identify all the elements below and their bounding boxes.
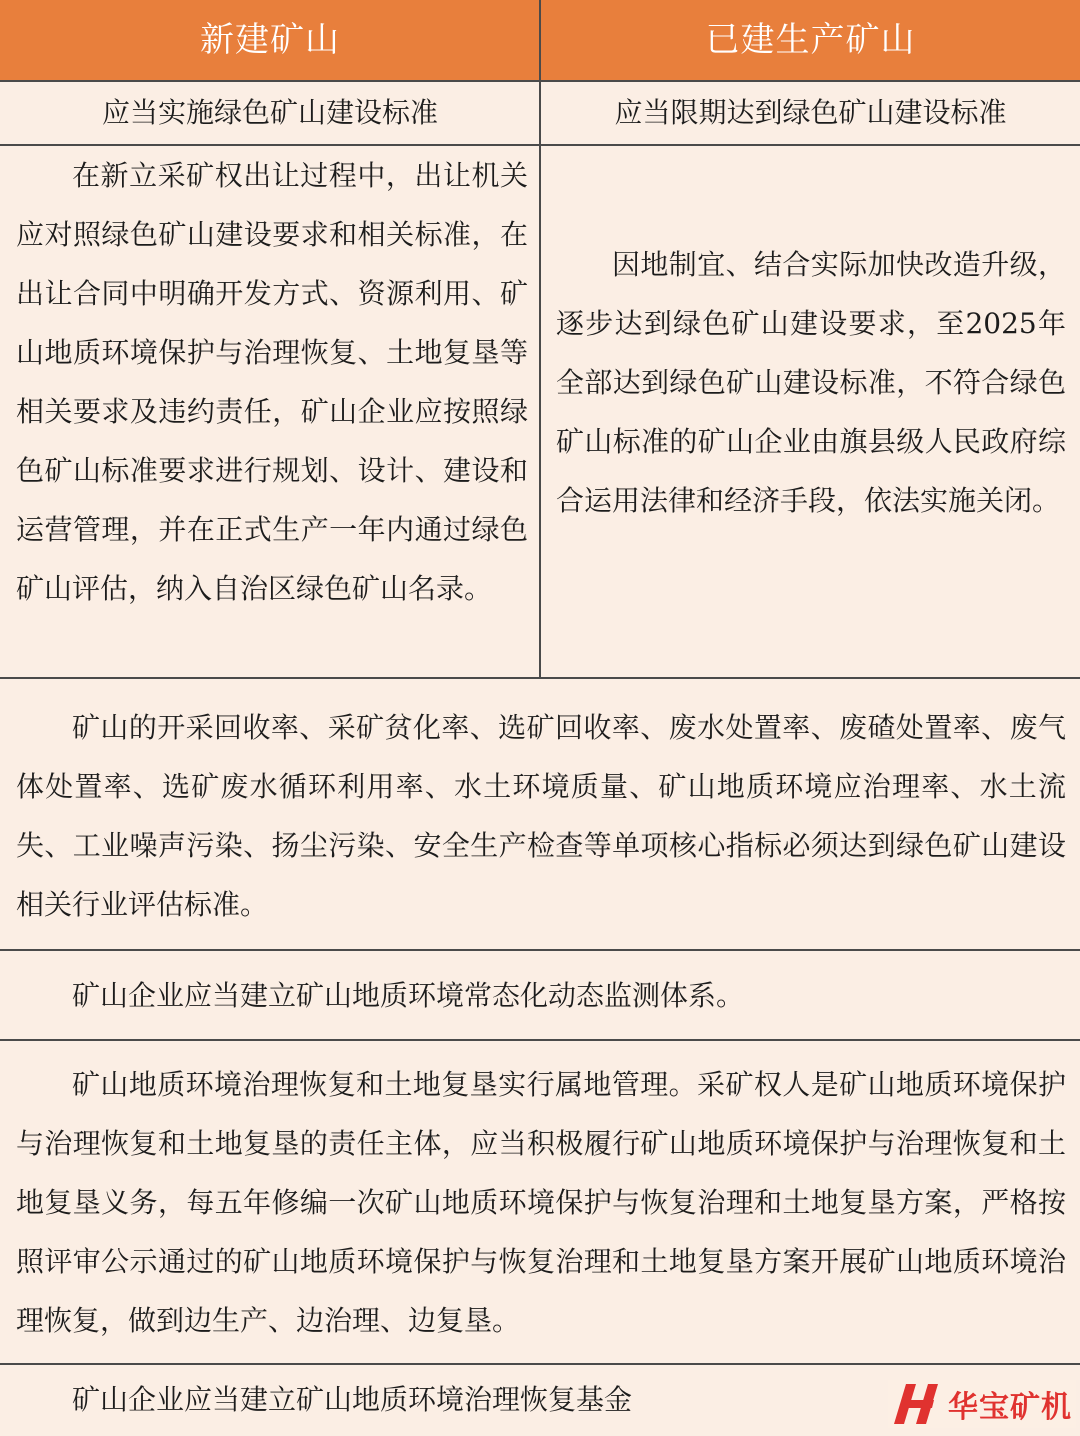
row-restoration-management: 矿山地质环境治理恢复和土地复垦实行属地管理。采矿权人是矿山地质环境保护与治理恢复和土地复垦的责任主体，应当积极履行矿山地质环境保护与治理恢复和土地复垦义务，每五年修编一次矿山地质环境保护与恢复治理和土地复垦方案，严格按照评审公示通过的矿山地质环境保护与恢复治理和土地复垦方案开展矿山地质环境治理恢复，做到边生产、边治理、边复垦。	[16, 1068, 1066, 1337]
row-core-indicators: 矿山的开采回收率、采矿贫化率、选矿回收率、废水处置率、废碴处置率、废气体处置率、选矿废水循环利用率、水土环境质量、矿山地质环境应治理率、水土流失、工业噪声污染、扬尘污染、安全生产检查等单项核心指标必须达到绿色矿山建设相关行业评估标准。	[16, 711, 1066, 921]
brand-logo-icon	[892, 1382, 946, 1426]
grid-line-two-column-bottom	[0, 677, 1080, 679]
subheader-new-mine: 应当实施绿色矿山建设标准	[101, 96, 438, 129]
row-restoration-fund: 矿山企业应当建立矿山地质环境治理恢复基金	[72, 1383, 633, 1416]
subheader-existing-mine: 应当限期达到绿色矿山建设标准	[614, 96, 1007, 129]
row-monitoring-system: 矿山企业应当建立矿山地质环境常态化动态监测体系。	[72, 979, 745, 1012]
brand-watermark	[888, 1380, 1076, 1428]
header-existing-mine: 已建生产矿山	[541, 0, 1080, 80]
grid-line-restoration-bottom	[0, 1363, 1080, 1365]
brand-watermark-text: 华宝矿机	[948, 1390, 1072, 1425]
grid-line-monitoring-bottom	[0, 1039, 1080, 1041]
header-new-mine: 新建矿山	[0, 0, 540, 80]
grid-line-column-divider	[539, 0, 541, 678]
grid-line-indicators-bottom	[0, 949, 1080, 951]
cell-new-mine-requirements: 在新立采矿权出让过程中，出让机关应对照绿色矿山建设要求和相关标准，在出让合同中明确开发方式、资源利用、矿山地质环境保护与治理恢复、土地复垦等相关要求及违约责任，矿山企业应按照绿色矿山标准要求进行规划、设计、建设和运营管理，并在正式生产一年内通过绿色矿山评估，纳入自治区绿色矿山名录。	[16, 159, 528, 605]
cell-existing-mine-requirements: 因地制宜、结合实际加快改造升级，逐步达到绿色矿山建设要求，至2025年全部达到绿色矿山建设标准，不符合绿色矿山标准的矿山企业由旗县级人民政府综合运用法律和经济手段，依法实施关闭。	[556, 248, 1066, 517]
